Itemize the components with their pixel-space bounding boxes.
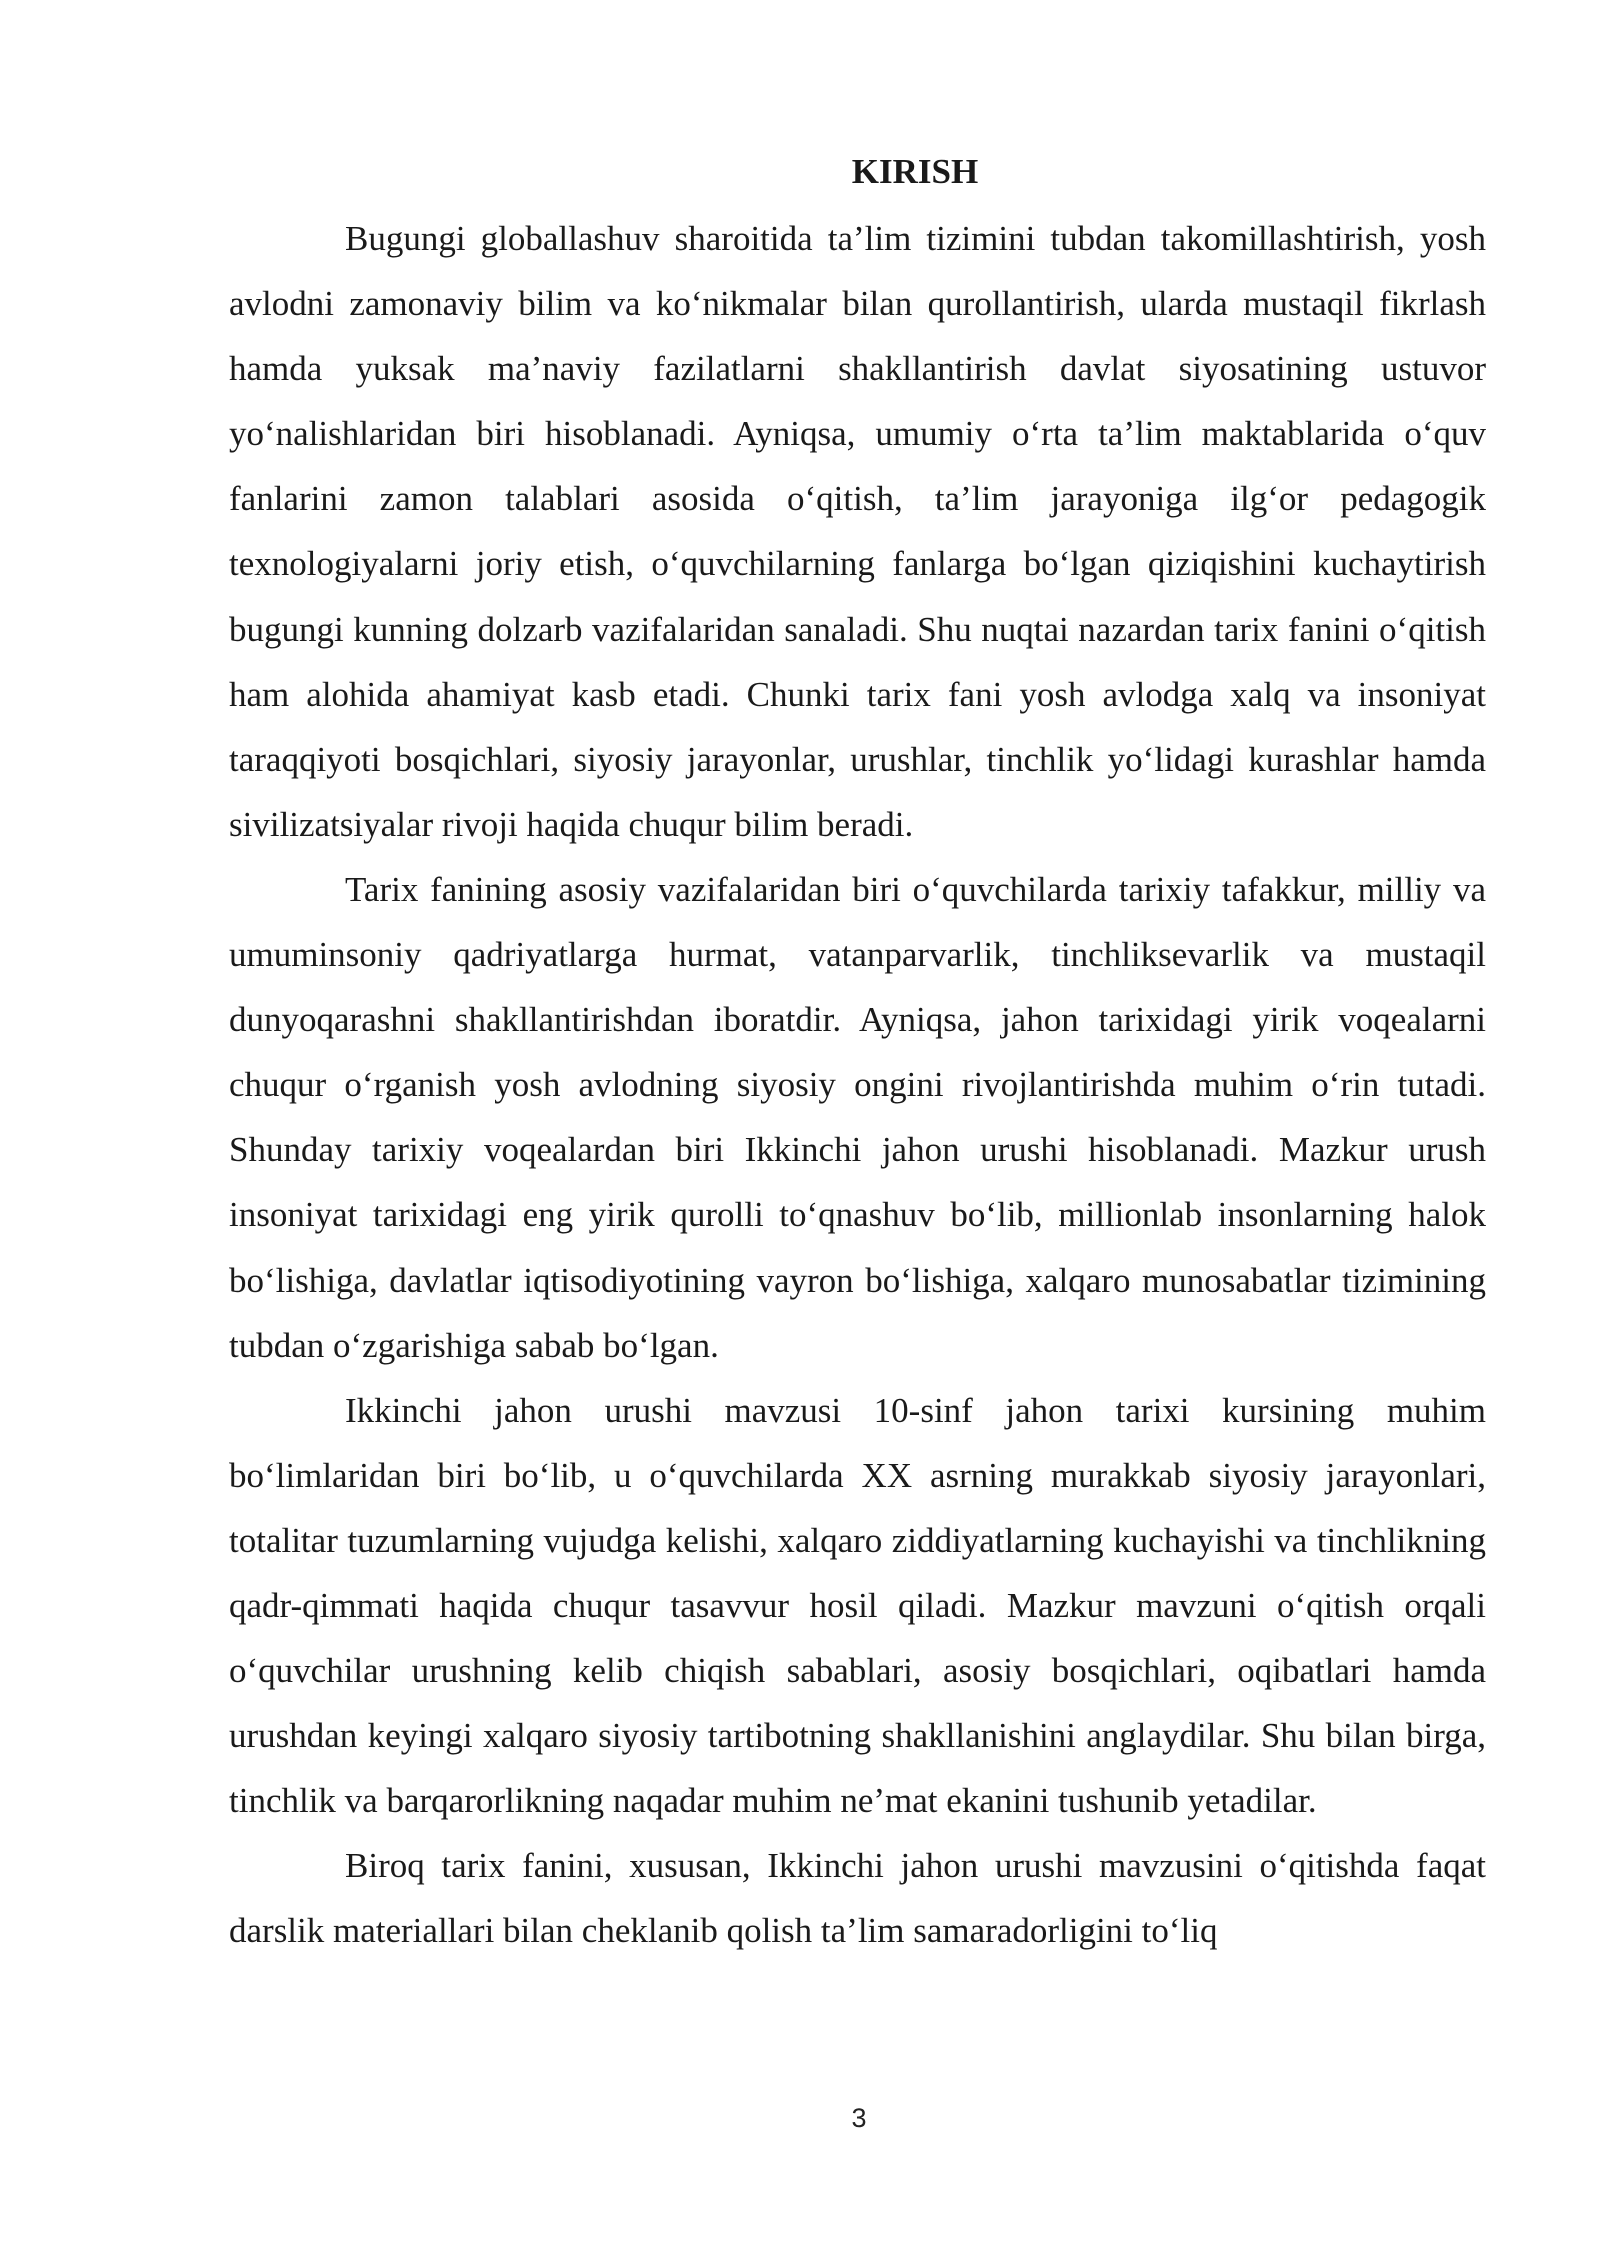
paragraph-1: Bugungi globallashuv sharoitida ta’lim tizimini tubdan takomillashtirish, yosh avlodni zamonaviy bilim va ko‘nikmalar bilan qurollantirish, ularda mustaqil fikrlash hamda yuksak ma’naviy fazilatlarni shakllantirish davlat siyosatining ustuvor yo‘nalishlaridan biri hisoblanadi. Ayniqsa, umumiy o‘rta ta’lim maktablarida o‘quv fanlarini zamon talablari asosida o‘qitish, ta’lim jarayoniga ilg‘or pedagogik texnologiyalarni joriy etish, o‘quvchilarning fanlarga bo‘lgan qiziqishini kuchaytirish bugungi kunning dolzarb vazifalaridan sanaladi. Shu nuqtai nazardan tarix fanini o‘qitish ham alohida ahamiyat kasb etadi. Chunki tarix fani yosh avlodga xalq va insoniyat taraqqiyoti bosqichlari, siyosiy jarayonlar, urushlar, tinchlik yo‘lidagi kurashlar hamda sivilizatsiyalar rivoji haqida chuqur bilim beradi. xyxy=(229,219,1486,844)
paragraph-3: Ikkinchi jahon urushi mavzusi 10-sinf jahon tarixi kursining muhim bo‘limlaridan biri bo‘lib, u o‘quvchilarda XX asrning murakkab siyosiy jarayonlari, totalitar tuzumlarning vujudga kelishi, xalqaro ziddiyatlarning kuchayishi va tinchlikning qadr-qimmati haqida chuqur tasavvur hosil qiladi. Mazkur mavzuni o‘qitish orqali o‘quvchilar urushning kelib chiqish sabablari, asosiy bosqichlari, oqibatlari hamda urushdan keyingi xalqaro siyosiy tartibotning shakllanishini anglaydilar. Shu bilan birga, tinchlik va barqarorlikning naqadar muhim ne’mat ekanini tushunib yetadilar. xyxy=(229,1390,1486,1821)
paragraph-2: Tarix fanining asosiy vazifalaridan biri o‘quvchilarda tarixiy tafakkur, milliy va umuminsoniy qadriyatlarga hurmat, vatanparvarlik, tinchliksevarlik va mustaqil dunyoqarashni shakllantirishdan iboratdir. Ayniqsa, jahon tarixidagi yirik voqealarni chuqur o‘rganish yosh avlodning siyosiy ongini rivojlantirishda muhim o‘rin tutadi. Shunday tarixiy voqealardan biri Ikkinchi jahon urushi hisoblanadi. Mazkur urush insoniyat tarixidagi eng yirik qurolli to‘qnashuv bo‘lib, millionlab insonlarning halok bo‘lishiga, davlatlar iqtisodiyotining vayron bo‘lishiga, xalqaro munosabatlar tizimining tubdan o‘zgarishiga sabab bo‘lgan. xyxy=(229,869,1486,1365)
page-number: 3 xyxy=(851,2103,867,2133)
body-text xyxy=(229,206,1486,1964)
section-heading: KIRISH xyxy=(851,152,979,191)
paragraph-4: Biroq tarix fanini, xususan, Ikkinchi jahon urushi mavzusini o‘qitishda faqat darslik materiallari bilan cheklanib qolish ta’lim samaradorligini to‘liq xyxy=(229,1846,1486,1951)
